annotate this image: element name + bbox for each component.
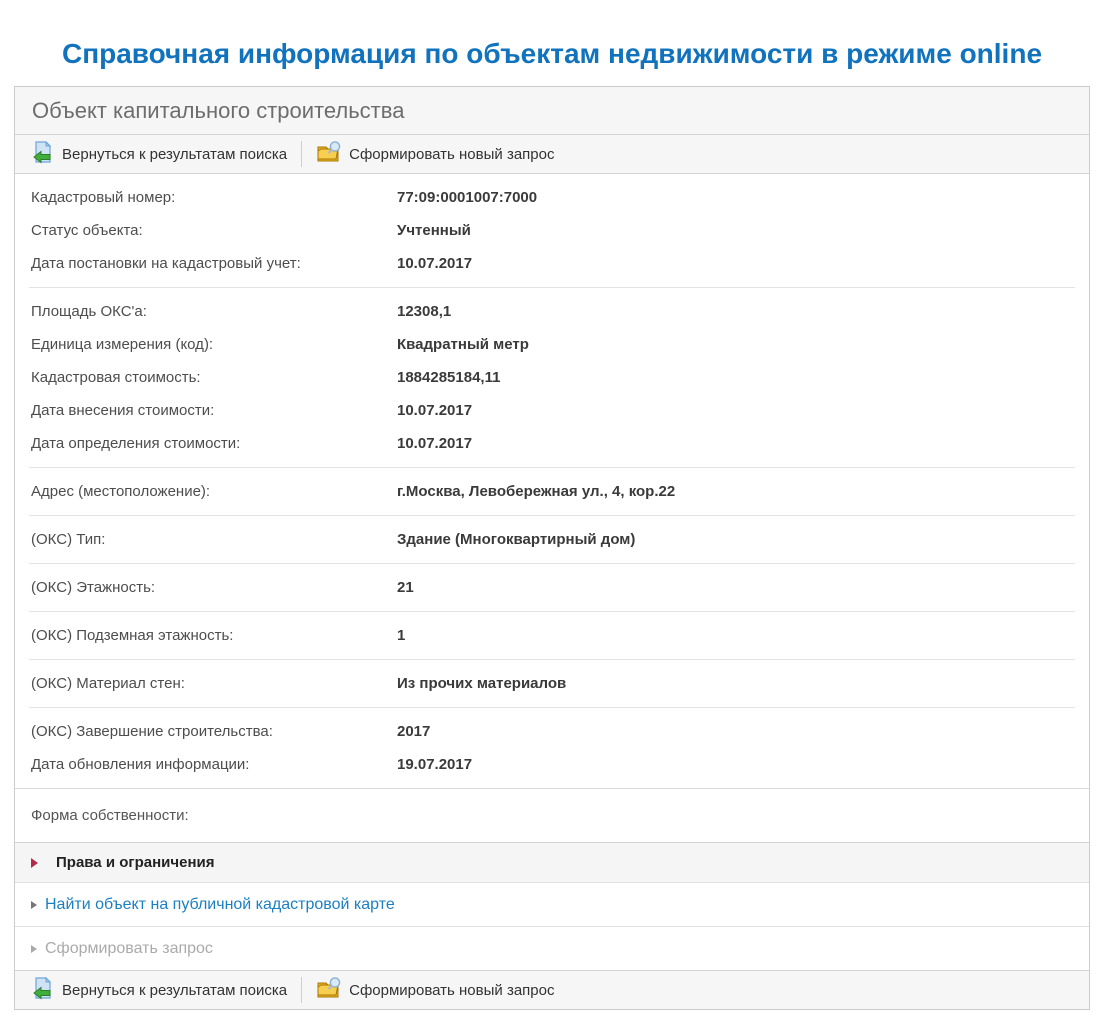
detail-row xyxy=(15,295,1089,328)
detail-label: Адрес (местоположение): xyxy=(31,483,211,500)
ownership-label: Форма собственности: xyxy=(31,807,189,824)
detail-value: 21 xyxy=(397,579,414,596)
detail-row xyxy=(15,475,1089,508)
detail-value: 10.07.2017 xyxy=(397,255,473,272)
rights-toggle[interactable] xyxy=(15,842,1089,882)
form-request-label: Сформировать запрос xyxy=(45,939,213,957)
detail-value: Учтенный xyxy=(397,222,471,239)
detail-row xyxy=(15,619,1089,652)
detail-value: 1 xyxy=(397,627,406,644)
toolbar-top xyxy=(15,135,1089,174)
detail-label: Дата определения стоимости: xyxy=(31,435,241,452)
toolbar-separator xyxy=(301,977,302,1003)
document-return-icon xyxy=(31,140,55,168)
detail-label: Кадастровый номер: xyxy=(31,189,176,206)
detail-row xyxy=(15,361,1089,394)
new-request-label: Сформировать новый запрос xyxy=(349,981,555,999)
detail-label: (ОКС) Подземная этажность: xyxy=(31,627,234,644)
detail-row xyxy=(15,328,1089,361)
page-title: Справочная информация по объектам недвижимости в режиме online xyxy=(61,38,1043,69)
find-on-map-label: Найти объект на публичной кадастровой карте xyxy=(45,895,395,913)
new-request-link[interactable] xyxy=(308,140,562,168)
chevron-right-icon xyxy=(31,901,37,909)
detail-label: Дата постановки на кадастровый учет: xyxy=(31,255,301,272)
detail-value: 10.07.2017 xyxy=(397,435,473,452)
detail-label: (ОКС) Этажность: xyxy=(31,579,156,596)
detail-value: г.Москва, Левобережная ул., 4, кор.22 xyxy=(397,483,676,500)
detail-row xyxy=(15,571,1089,604)
detail-group xyxy=(15,468,1089,515)
folder-search-icon xyxy=(316,140,342,168)
toolbar-bottom xyxy=(15,970,1089,1009)
panel-header: Объект капитального строительства xyxy=(15,87,1089,135)
details-section xyxy=(15,174,1089,788)
detail-group xyxy=(15,564,1089,611)
back-to-results-label: Вернуться к результатам поиска xyxy=(62,145,288,163)
detail-label: Единица измерения (код): xyxy=(31,336,214,353)
detail-label: (ОКС) Завершение строительства: xyxy=(31,723,273,740)
detail-group xyxy=(15,288,1089,467)
detail-row xyxy=(15,394,1089,427)
detail-value: 19.07.2017 xyxy=(397,756,473,773)
find-on-map-link[interactable] xyxy=(15,882,1089,926)
detail-row xyxy=(15,748,1089,781)
detail-value: 12308,1 xyxy=(397,303,452,320)
detail-label: (ОКС) Материал стен: xyxy=(31,675,185,692)
detail-group xyxy=(15,174,1089,287)
detail-row xyxy=(15,523,1089,556)
detail-group xyxy=(15,612,1089,659)
detail-value: 2017 xyxy=(397,723,431,740)
detail-value: 10.07.2017 xyxy=(397,402,473,419)
detail-row xyxy=(15,181,1089,214)
new-request-label: Сформировать новый запрос xyxy=(349,145,555,163)
detail-value: Здание (Многоквартирный дом) xyxy=(397,531,636,548)
folder-search-icon xyxy=(316,976,342,1004)
detail-value: 1884285184,11 xyxy=(397,369,501,386)
rights-label: Права и ограничения xyxy=(56,854,215,871)
chevron-right-icon xyxy=(31,945,37,953)
back-to-results-link[interactable] xyxy=(23,140,295,168)
detail-row xyxy=(15,667,1089,700)
object-panel xyxy=(14,86,1090,1010)
detail-group xyxy=(15,660,1089,707)
detail-label: Статус объекта: xyxy=(31,222,143,239)
detail-row xyxy=(15,247,1089,280)
back-to-results-link[interactable] xyxy=(23,976,295,1004)
form-request-link[interactable] xyxy=(15,926,1089,970)
expand-arrow-icon xyxy=(31,858,38,868)
detail-label: (ОКС) Тип: xyxy=(31,531,106,548)
back-to-results-label: Вернуться к результатам поиска xyxy=(62,981,288,999)
detail-value: 77:09:0001007:7000 xyxy=(397,189,538,206)
toolbar-separator xyxy=(301,141,302,167)
detail-value: Квадратный метр xyxy=(397,336,529,353)
detail-value: Из прочих материалов xyxy=(397,675,567,692)
detail-group xyxy=(15,708,1089,788)
detail-row xyxy=(15,715,1089,748)
detail-group xyxy=(15,516,1089,563)
detail-row xyxy=(15,427,1089,460)
detail-label: Площадь ОКС'а: xyxy=(31,303,147,320)
detail-row xyxy=(15,214,1089,247)
detail-label: Дата обновления информации: xyxy=(31,756,250,773)
detail-label: Кадастровая стоимость: xyxy=(31,369,201,386)
ownership-row xyxy=(15,788,1089,842)
detail-label: Дата внесения стоимости: xyxy=(31,402,215,419)
new-request-link[interactable] xyxy=(308,976,562,1004)
document-return-icon xyxy=(31,976,55,1004)
